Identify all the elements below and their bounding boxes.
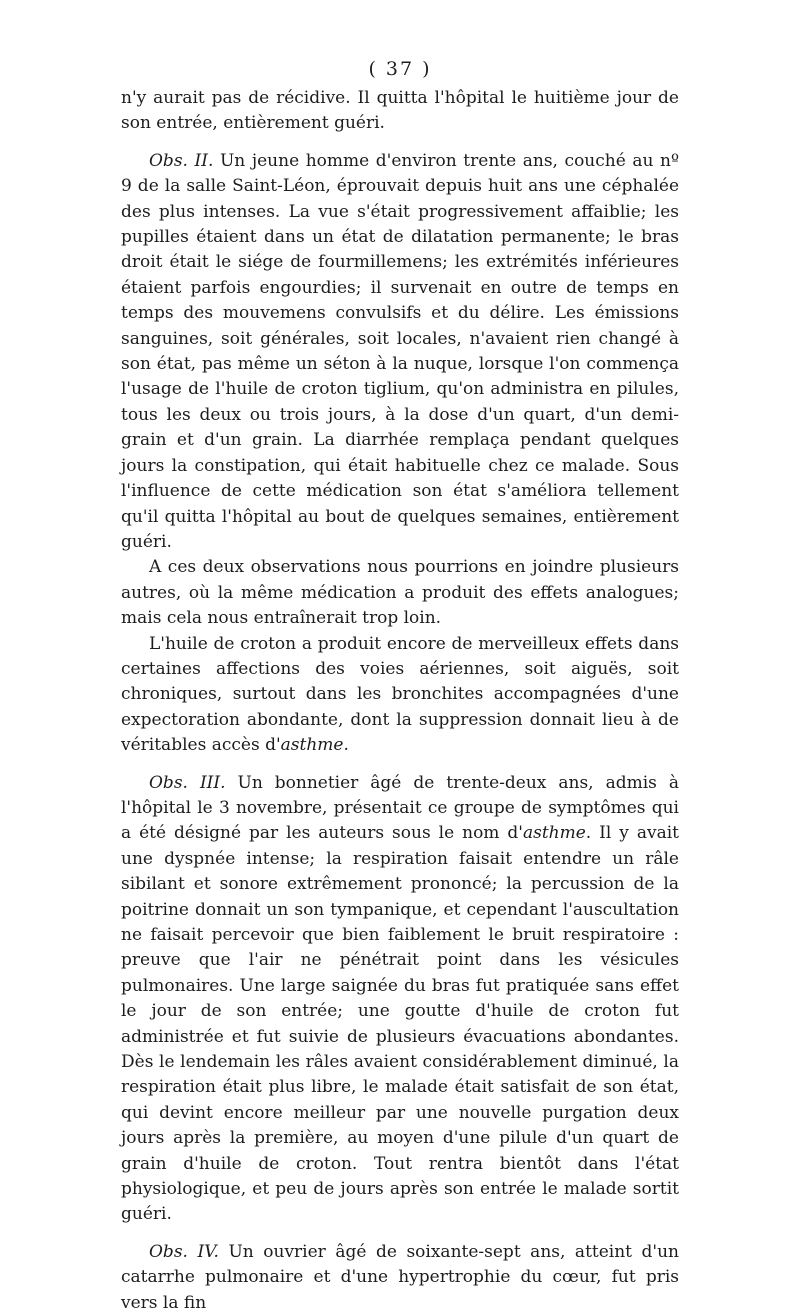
text-run: L'huile de croton a produit encore de merveilleux effets dans certaines affections des voies aériennes, soit aiguës, soit chroniques, surtout dans les bronchites accompagnées d'une expectoration abondante, dont la suppression donnait lieu à de véritables accès d' — [121, 633, 679, 756]
body-text — [121, 86, 679, 1316]
text-run: . Il y avait une dyspnée intense; la respiration faisait entendre un râle sibilant et sonore extrêmement prononcé; la percussion de la poitrine donnait un son tympanique, et cependant l'auscultation ne faisait percevoir que bien faiblement le bruit respiratoire : preuve que l'air ne pénétrait point dans les vésicules pulmonaires. Une large saignée du bras fut pratiquée sans effet le jour de son entrée; une goutte d'huile de croton fut administrée et fut suivie de plusieurs évacuations abondantes. Dès le lendemain les râles avaient considérablement diminué, la respiration était plus libre, le malade était satisfait de son état, qui devint encore meilleur par une nouvelle purgation deux jours après la première, au moyen d'une pilule d'un quart de grain d'huile de croton. Tout rentra bientôt dans l'état physiologique, et peu de jours après son entrée le malade sortit guéri. — [121, 823, 679, 1225]
italic-term: asthme — [280, 735, 344, 756]
text-run: n'y aurait pas de récidive. Il quitta l'hôpital le huitième jour de son entrée, entièrement guéri. — [121, 88, 679, 134]
page-number: ( 37 ) — [368, 58, 432, 80]
text-run: A ces deux observations nous pourrions en joindre plusieurs autres, où la même médication a produit des effets analogues; mais cela nous entraînerait trop loin. — [121, 557, 679, 629]
observation-label: Obs. III. — [149, 772, 226, 793]
paragraph — [121, 632, 679, 759]
observation-2-paragraph — [121, 149, 679, 556]
observation-label: Obs. II. — [149, 150, 214, 171]
observation-3-paragraph — [121, 771, 679, 1228]
text-run: . — [343, 735, 349, 756]
italic-term: asthme — [522, 823, 586, 844]
text-run: Un ouvrier âgé de soixante-sept ans, atteint d'un catarrhe pulmonaire et d'une hypertrophie du cœur, fut pris vers la fin — [121, 1241, 680, 1313]
text-run: Un bonnetier âgé de trente-deux ans, admis à l'hôpital le 3 novembre, présentait ce groupe de symptômes qui a été désigné par les auteurs sous le nom d' — [121, 772, 679, 844]
paragraph-continuation — [121, 86, 679, 137]
paragraph — [121, 555, 679, 631]
observation-4-paragraph — [121, 1240, 679, 1316]
observation-label: Obs. IV. — [149, 1241, 219, 1262]
text-run: Un jeune homme d'environ trente ans, couché au nº 9 de la salle Saint-Léon, éprouvait depuis huit ans une céphalée des plus intenses. La vue s'était progressivement affaiblie; les pupilles étaient dans un état de dilatation permanente; le bras droit était le siége de fourmillemens; les extrémités inférieures étaient parfois engourdies; il survenait en outre de temps en temps des mouvemens convulsifs et du délire. Les émissions sanguines, soit générales, soit locales, n'avaient rien changé à son état, pas même un séton à la nuque, lorsque l'on commença l'usage de l'huile de croton tiglium, qu'on administra en pilules, tous les deux ou trois jours, à la dose d'un quart, d'un demi-grain et d'un grain. La diarrhée remplaça pendant quelques jours la constipation, qui était habituelle chez ce malade. Sous l'influence de cette médication son état s'améliora tellement qu'il quitta l'hôpital au bout de quelques semaines, entièrement guéri. — [121, 150, 679, 552]
